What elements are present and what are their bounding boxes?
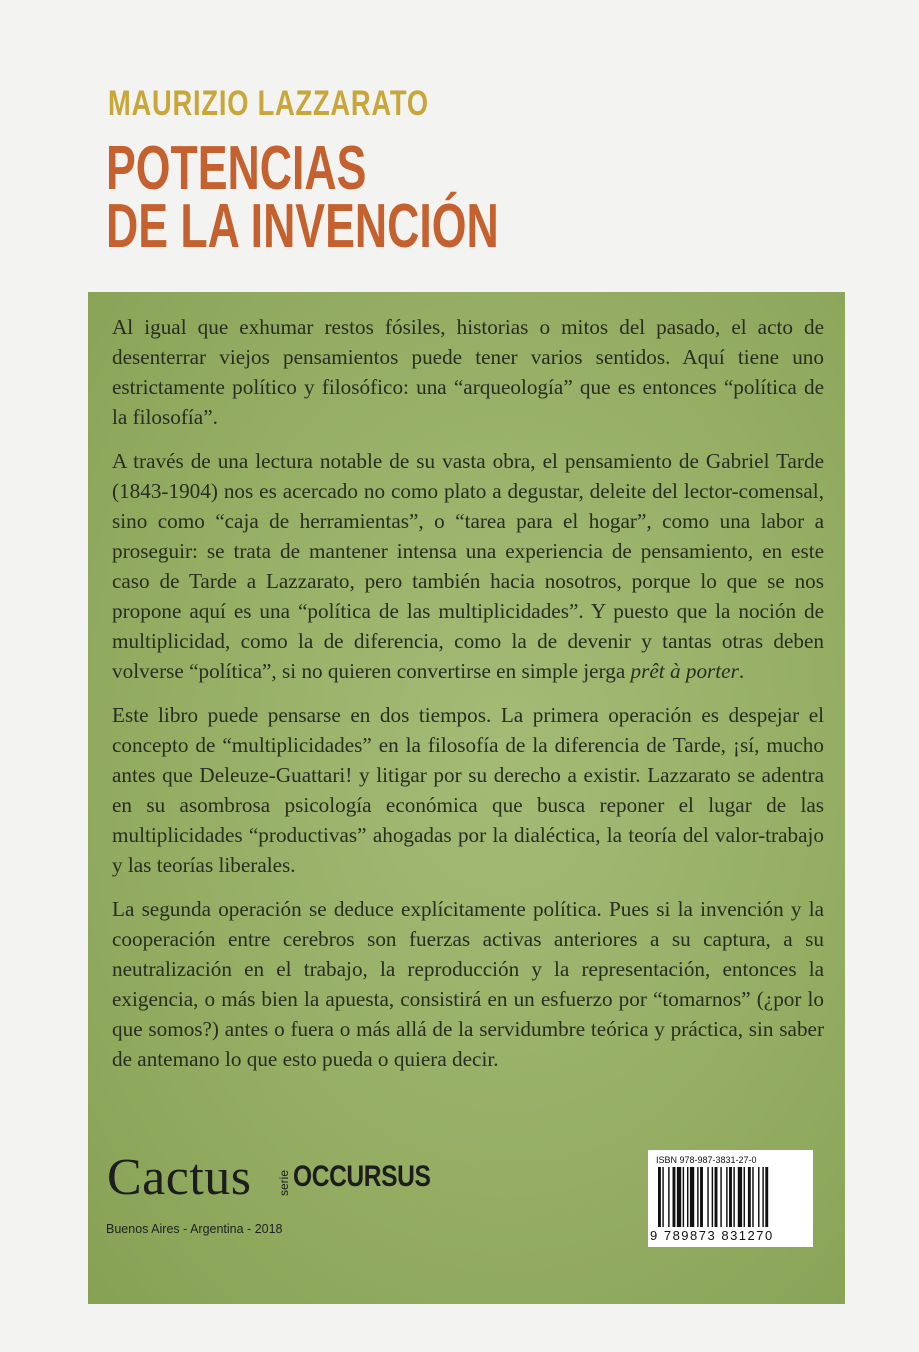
synopsis-paragraph-2 [112,446,824,686]
paragraph-2-end: . [738,659,745,683]
paragraph-2-text: A través de una lectura notable de su vasta obra, el pensamiento de Gabriel Tarde (1843-1904) nos es acercado no como plato a degustar, deleite del lector-comensal, sino como “caja de herramientas”, o “tarea para el hogar”, como una labor a proseguir: se trata de mantener intensa una experiencia de pensamiento, en este caso de Tarde a Lazzarato, pero también hacia nosotros, porque lo que se nos propone aquí es una “política de las multiplicidades”. Y puesto que la noción de multiplicidad, como la de diferencia, como la de devenir y tantas otras deben volverse “política”, si no quieren convertirse en simple jerga [112,449,824,683]
occursus-logo: OCCURSUS [293,1160,431,1193]
title-line-1: POTENCIAS [106,134,367,203]
synopsis-paragraph-4: La segunda operación se deduce explícitamente política. Pues si la invención y la cooperación entre cerebros son fuerzas activas anteriores a su captura, a su neutralización en el trabajo, la reproducción y la representación, entonces la exigencia, o más bien la apuesta, consistirá en un esfuerzo por “tomarnos” (¿por lo que somos?) antes o fuera o más allá de la servidumbre teórica y práctica, sin saber de antemano lo que esto pueda o quiera decir. [112,897,824,1071]
synopsis-paragraph-1: Al igual que exhumar restos fósiles, historias o mitos del pasado, el acto de desenterrar viejos pensamientos puede tener varios sentidos. Aquí tiene uno estrictamente político y filosófico: una “arqueología” que es entonces “política de la filosofía”. [112,315,824,429]
serie-label-wrap [277,1169,303,1210]
book-title [106,134,499,261]
synopsis-text [112,312,824,1088]
title-line-2: DE LA INVENCIÓN [106,192,499,261]
cactus-logo: Cactus [107,1149,252,1206]
serie-label: serie [277,1169,291,1196]
barcode-digits: 9 789873 831270 [650,1228,774,1243]
author-name: MAURIZIO LAZZARATO [108,84,429,123]
imprint-line: Buenos Aires - Argentina - 2018 [106,1222,283,1236]
barcode-bars-icon [658,1167,803,1227]
synopsis-paragraph-3: Este libro puede pensarse en dos tiempos. La primera operación es despejar el concepto de “multiplicidades” en la filosofía de la diferencia de Tarde, ¡sí, mucho antes que Deleuze-Guattari! y litigar por su derecho a existir. Lazzarato se adentra en su asombrosa psicología económica que busca reponer el lugar de las multiplicidades “productivas” ahogadas por la dialéctica, la teoría del valor-trabajo y las teorías liberales. [112,703,824,877]
isbn-text: ISBN 978-987-3831-27-0 [656,1155,757,1165]
paragraph-2-italic: prêt à porter [630,659,739,683]
barcode [648,1150,813,1247]
